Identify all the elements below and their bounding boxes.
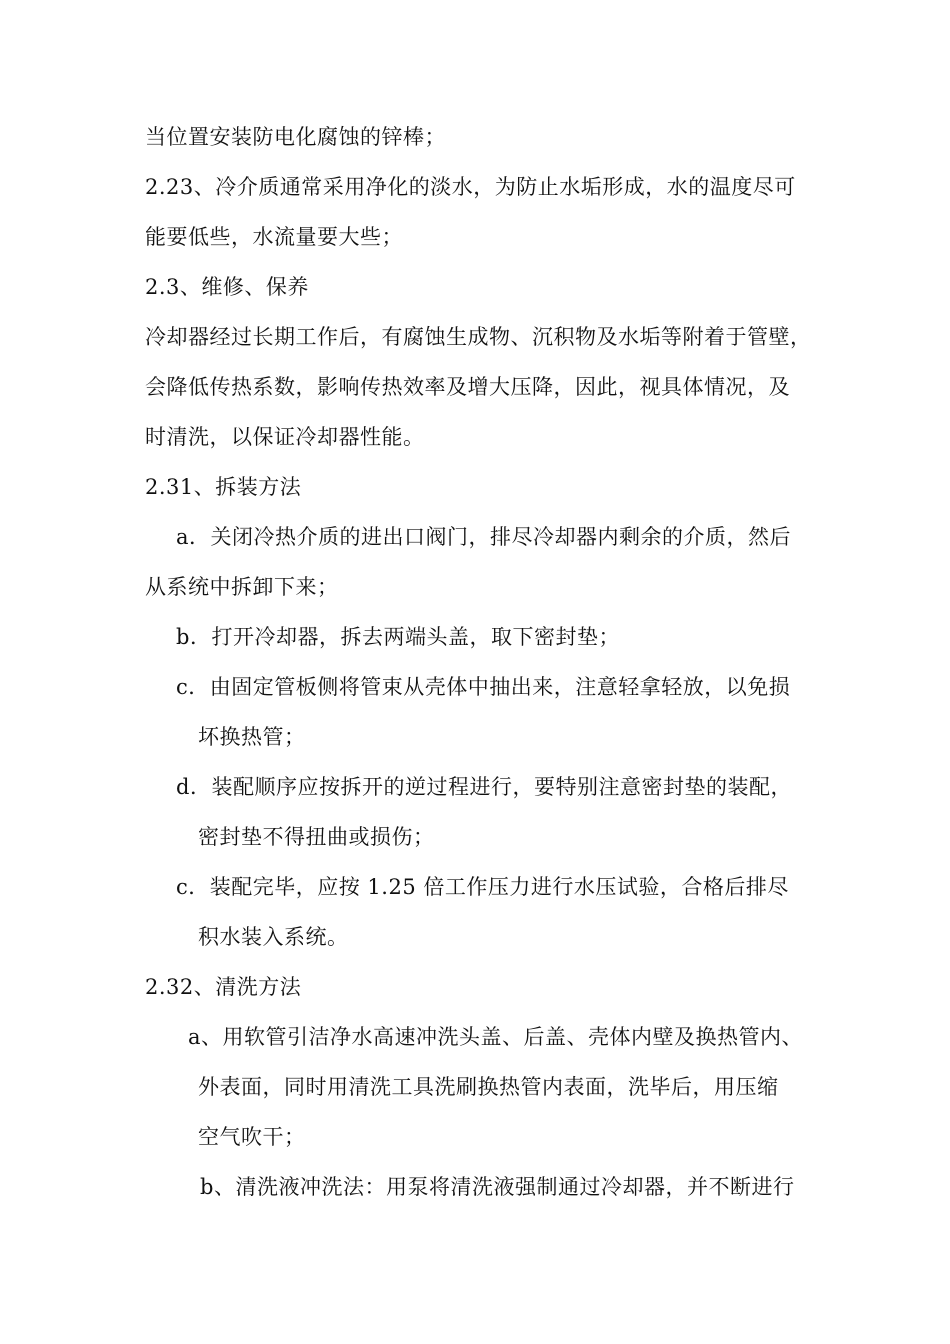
text-line: 当位置安装防电化腐蚀的锌棒；: [145, 125, 446, 149]
text-line: c．装配完毕，应按 1.25 倍工作压力进行水压试验，合格后排尽: [176, 875, 789, 899]
text-line: c．由固定管板侧将管束从壳体中抽出来，注意轻拿轻放，以免损: [176, 675, 791, 699]
text-line: b、清洗液冲洗法：用泵将清洗液强制通过冷却器，并不断进行: [200, 1175, 795, 1199]
text-line: 2.32、清洗方法: [145, 975, 302, 999]
text-line: 会降低传热系数，影响传热效率及增大压降，因此，视具体情况，及: [145, 375, 790, 399]
text-line: 2.3、维修、保养: [145, 275, 309, 299]
text-line: b．打开冷却器，拆去两端头盖，取下密封垫；: [176, 625, 620, 649]
text-line: 从系统中拆卸下来；: [145, 575, 339, 599]
text-line: 2.31、拆装方法: [145, 475, 302, 499]
text-line: 空气吹干；: [198, 1125, 306, 1149]
text-line: 冷却器经过长期工作后，有腐蚀生成物、沉积物及水垢等附着于管壁，: [145, 325, 812, 349]
text-line: d．装配顺序应按拆开的逆过程进行，要特别注意密封垫的装配，: [176, 775, 792, 799]
text-line: a、用软管引洁净水高速冲洗头盖、后盖、壳体内壁及换热管内、: [188, 1025, 804, 1049]
text-line: 能要低些，水流量要大些；: [145, 225, 403, 249]
text-line: 外表面，同时用清洗工具洗刷换热管内表面，洗毕后，用压缩: [198, 1075, 779, 1099]
text-line: a．关闭冷热介质的进出口阀门，排尽冷却器内剩余的介质，然后: [176, 525, 792, 549]
text-line: 密封垫不得扭曲或损伤；: [198, 825, 435, 849]
text-line: 2.23、冷介质通常采用净化的淡水，为防止水垢形成，水的温度尽可: [145, 175, 796, 199]
text-line: 坏换热管；: [198, 725, 306, 749]
text-line: 积水装入系统。: [198, 925, 349, 949]
text-line: 时清洗，以保证冷却器性能。: [145, 425, 425, 449]
